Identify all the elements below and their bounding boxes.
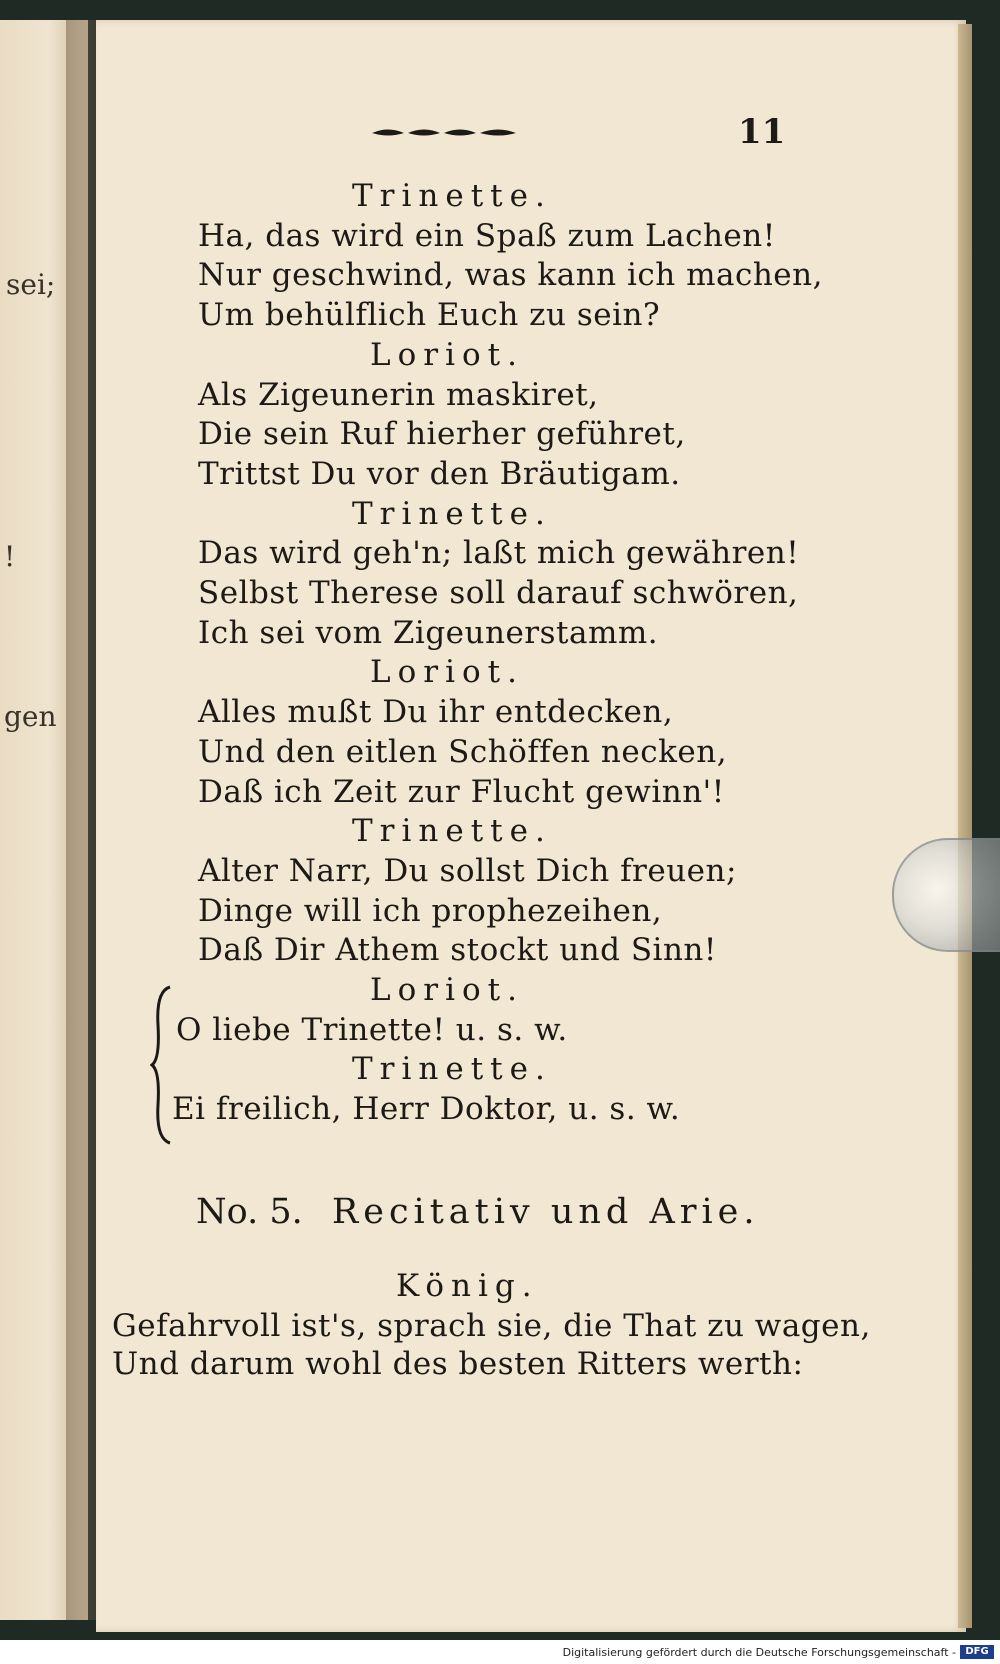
section-heading — [196, 1192, 759, 1232]
page-number: 11 — [738, 112, 786, 152]
verse-line: O liebe Trinette! u. s. w. — [176, 1011, 568, 1048]
page-edge — [958, 24, 972, 1628]
verse-line: Trittst Du vor den Bräutigam. — [198, 455, 681, 492]
verse-line: Alter Narr, Du sollst Dich freuen; — [198, 852, 737, 889]
verse-line: Daß Dir Athem stockt und Sinn! — [198, 932, 717, 969]
verse-line: Als Zigeunerin maskiret, — [198, 376, 599, 413]
verse-line: Die sein Ruf hierher geführet, — [198, 416, 686, 453]
speaker-name: Loriot. — [370, 654, 524, 691]
speaker-name: Trinette. — [352, 495, 552, 532]
dfg-logo: DFG — [960, 1645, 994, 1659]
verse-line: Ich sei vom Zigeunerstamm. — [198, 614, 659, 651]
verse-line: Und darum wohl des besten Ritters werth: — [112, 1346, 804, 1382]
left-page-fragment: ! — [4, 540, 16, 573]
verse-line: Dinge will ich prophezeihen, — [198, 892, 663, 929]
speaker-name: König. — [396, 1268, 539, 1304]
verse-line: Alles mußt Du ihr entdecken, — [198, 694, 674, 731]
speaker-name: Loriot. — [370, 336, 524, 373]
ornament-rule — [370, 126, 520, 140]
page-clip — [892, 838, 1000, 952]
verse-line: Das wird geh'n; laßt mich gewähren! — [198, 535, 800, 572]
verse-line: Ei freilich, Herr Doktor, u. s. w. — [172, 1091, 681, 1128]
speaker-name: Loriot. — [370, 972, 524, 1008]
speaker-name: Trinette. — [352, 1051, 552, 1088]
verse-line: Und den eitlen Schöffen necken, — [198, 733, 728, 770]
verse-line: Selbst Therese soll darauf schwören, — [198, 575, 799, 611]
verse-line: Nur geschwind, was kann ich machen, — [198, 257, 823, 294]
speaker-name: Trinette. — [352, 178, 552, 214]
left-page-fragment: sei; — [6, 268, 56, 301]
verse-line: Daß ich Zeit zur Flucht gewinn'! — [198, 773, 725, 810]
footer-credit: Digitalisierung gefördert durch die Deutsche Forschungsgemeinschaft - — [562, 1646, 956, 1659]
section-title: Recitativ und Arie. — [331, 1192, 760, 1232]
speaker-name: Trinette. — [352, 813, 552, 850]
section-number: No. 5. — [196, 1192, 303, 1232]
verse-line: Um behülflich Euch zu sein? — [198, 297, 661, 334]
left-page-fragment: gen — [4, 700, 57, 733]
brace — [150, 985, 174, 1145]
verse-line: Ha, das wird ein Spaß zum Lachen! — [198, 217, 776, 254]
verse-line: Gefahrvoll ist's, sprach sie, die That zu wagen, — [112, 1308, 871, 1344]
